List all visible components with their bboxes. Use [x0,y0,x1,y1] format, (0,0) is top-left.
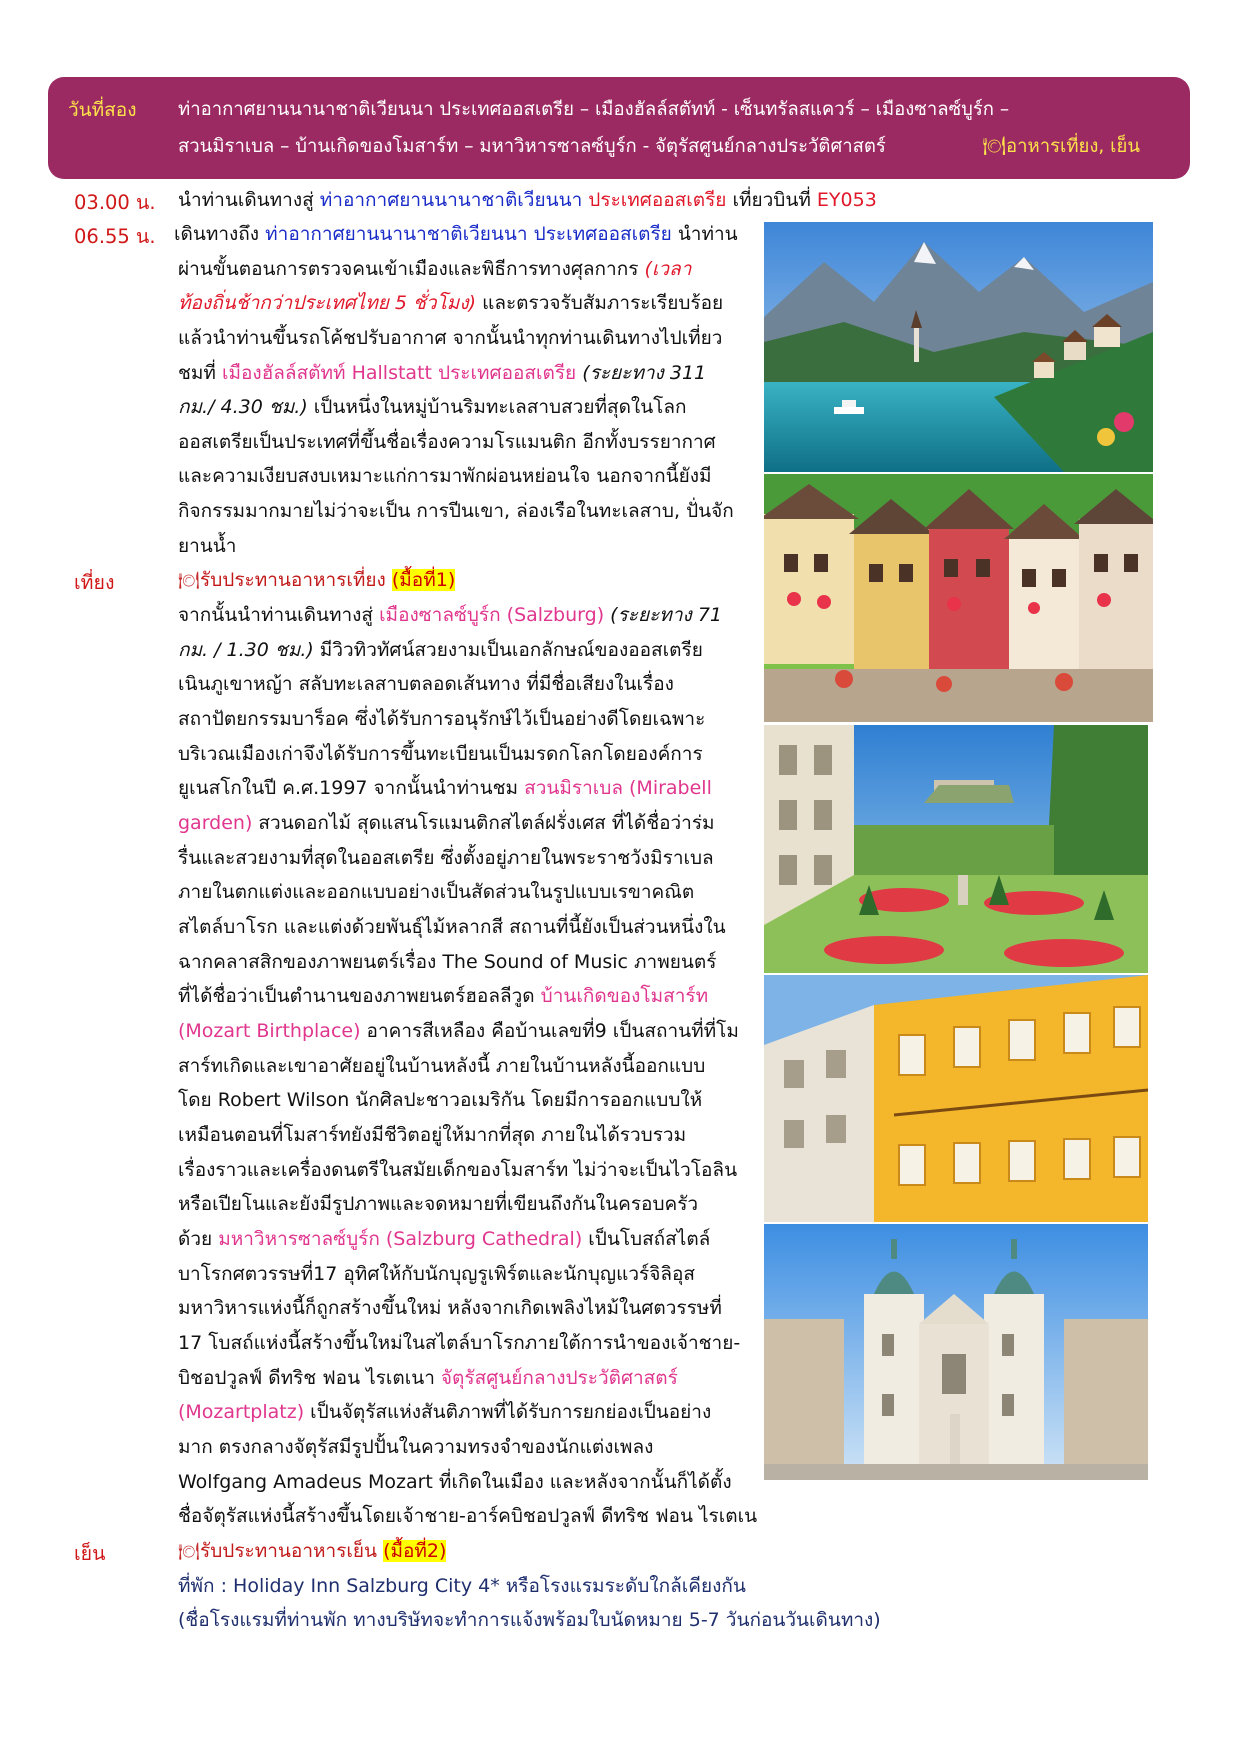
body-line: กม./ 4.30 ชม.) เป็นหนึ่งในหมู่บ้านริมทะเลสาบสวยที่สุดในโลก [178,396,687,418]
body-line: บิชอปวูลฟ์ ดีทริช ฟอน ไรเตเนา จัตุรัสศูนย์กลางประวัติศาสตร์ [178,1367,678,1389]
airport-name: ท่าอากาศยานนานาชาติเวียนนา [265,223,528,245]
body-line: 17 โบสถ์แห่งนี้สร้างขึ้นใหม่ในสไตล์บาโรกภายใต้การนำของเจ้าชาย- [178,1332,741,1354]
route-line-2: สวนมิราเบล – บ้านเกิดของโมสาร์ท – มหาวิหารซาลซ์บูร์ก - จัตุรัสศูนย์กลางประวัติศาสตร์ [178,136,886,157]
day-label: วันที่สอง [68,99,137,121]
body-line: ออสเตรียเป็นประเทศที่ขึ้นชื่อเรื่องความโรแมนติก อีกทั้งบรรยากาศ [178,431,716,453]
place-salzburg-cathedral: มหาวิหารซาลซ์บูร์ก (Salzburg Cathedral) [218,1228,583,1250]
photo-hallstatt-houses [764,474,1153,722]
photo-hallstatt-lake [764,222,1153,472]
body-line: จากนั้นนำท่านเดินทางสู่ เมืองซาลซ์บูร์ก (Salzburg) (ระยะทาง 71 [178,604,722,626]
body-line: มหาวิหารแห่งนี้ก็ถูกสร้างขึ้นใหม่ หลังจากเกิดเพลิงไหม้ในศตวรรษที่ [178,1297,722,1319]
photo-salzburg-cathedral [764,1224,1148,1480]
body-line: garden) สวนดอกไม้ สุดแสนโรแมนติกสไตล์ฝรั่งเศส ที่ได้ชื่อว่าร่ม [178,812,715,834]
body-line: เนินภูเขาหญ้า สลับทะเลสาบตลอดเส้นทาง ที่มีชื่อเสียงในเรื่อง [178,673,674,695]
meals-summary: 🍽อาหารเที่ยง, เย็น [982,136,1140,157]
body-line: สถาปัตยกรรมบาร็อค ซึ่งได้รับการอนุรักษ์ไว้เป็นอย่างดีโดยเฉพาะ [178,708,706,730]
dining-plate-icon: 🍽 [178,1542,200,1562]
day-header-banner [48,77,1190,179]
place-hallstatt: เมืองฮัลล์สตัทท์ Hallstatt ประเทศออสเตรีย [221,362,577,384]
body-line: สาร์ทเกิดและเขาอาศัยอยู่ในบ้านหลังนี้ ภายในบ้านหลังนี้ออกแบบ [178,1055,706,1077]
body-line: เหมือนตอนที่โมสาร์ทยังมีชีวิตอยู่ให้มากที่สุด ภายในได้รวบรวม [178,1124,687,1146]
body-line: (Mozartplatz) เป็นจัตุรัสแห่งสันติภาพที่ได้รับการยกย่องเป็นอย่าง [178,1401,712,1423]
meal-number-badge: (มื้อที่2) [383,1540,447,1562]
photo-mozart-birthplace [764,975,1148,1222]
body-line: โดย Robert Wilson นักศิลปะชาวอเมริกัน โดยมีการออกแบบให้ [178,1089,703,1111]
body-line: ฉากคลาสสิกของภาพยนตร์เรื่อง The Sound of Music ภาพยนตร์ [178,951,717,973]
body-line: ด้วย มหาวิหารซาลซ์บูร์ก (Salzburg Cathedral) เป็นโบสถ์สไตล์ [178,1228,711,1250]
flight-number: EY053 [816,189,877,211]
body-line: แล้วนำท่านขึ้นรถโค้ชปรับอากาศ จากนั้นนำทุกท่านเดินทางไปเที่ยว [178,327,723,349]
dinner-label: เย็น [74,1542,106,1565]
arrival-line: เดินทางถึง ท่าอากาศยานนานาชาติเวียนนา ประเทศออสเตรีย นำท่าน [174,223,738,245]
body-line: บริเวณเมืองเก่าจึงได้รับการขึ้นทะเบียนเป็นมรดกโลกโดยองค์การ [178,743,703,765]
body-line: และความเงียบสงบเหมาะแก่การมาพักผ่อนหย่อนใจ นอกจากนี้ยังมี [178,465,712,487]
photo-mirabell-garden [764,725,1148,973]
dining-plate-icon: 🍽 [178,571,200,591]
body-line: Wolfgang Amadeus Mozart ที่เกิดในเมือง และหลังจากนั้นก็ได้ตั้ง [178,1471,732,1493]
meal-number-badge: (มื้อที่1) [391,569,456,591]
body-line: ยานน้ำ [178,535,237,557]
hotel-line: ที่พัก : Holiday Inn Salzburg City 4* หรือโรงแรมระดับใกล้เคียงกัน [178,1575,746,1597]
body-line: ชื่อจัตุรัสแห่งนี้สร้างขึ้นโดยเจ้าชาย-อาร์คบิชอปวูลฟ์ ดีทริช ฟอน ไรเตเน [178,1505,758,1527]
body-line: เรื่องราวและเครื่องดนตรีในสมัยเด็กของโมสาร์ท ไม่ว่าจะเป็นไวโอลิน [178,1159,738,1181]
body-line: ยูเนสโกในปี ค.ศ.1997 จากนั้นนำท่านชม สวนมิราเบล (Mirabell [178,777,712,799]
departure-line: นำท่านเดินทางสู่ ท่าอากาศยานนานาชาติเวียนนา ประเทศออสเตรีย เที่ยวบินที่ EY053 [178,189,877,211]
place-mozartplatz: จัตุรัสศูนย์กลางประวัติศาสตร์ [440,1367,678,1389]
body-line: ผ่านขั้นตอนการตรวจคนเข้าเมืองและพิธีการทางศุลกากร (เวลา [178,258,692,280]
body-line: ที่ได้ชื่อว่าเป็นตำนานของภาพยนตร์ฮอลลีวูด บ้านเกิดของโมสาร์ท [178,985,709,1007]
dining-plate-icon: 🍽 [982,136,1007,157]
time-label-0300: 03.00 น. [74,191,156,214]
body-line: หรือเปียโนและยังมีรูปภาพและจดหมายที่เขียนถึงกันในครอบครัว [178,1193,699,1215]
lunch-label: เที่ยง [74,571,115,594]
body-line: กิจกรรมมากมายไม่ว่าจะเป็น การปีนเขา, ล่องเรือในทะเลสาบ, ปั่นจัก [178,500,734,522]
body-line: ภายในตกแต่งและออกแบบอย่างเป็นสัดส่วนในรูปแบบเรขาคณิต [178,881,695,903]
lunch-line: 🍽รับประทานอาหารเที่ยง (มื้อที่1) [178,567,455,595]
place-mirabell: สวนมิราเบล (Mirabell [524,777,712,799]
body-line: สไตล์บาโรก และแต่งด้วยพันธุ์ไม้หลากสี สถานที่นี้ยังเป็นส่วนหนึ่งใน [178,916,726,938]
body-line: (Mozart Birthplace) อาคารสีเหลือง คือบ้านเลขที่9 เป็นสถานที่ที่โม [178,1020,739,1042]
body-line: ชมที่ เมืองฮัลล์สตัทท์ Hallstatt ประเทศออสเตรีย (ระยะทาง 311 [178,362,707,384]
place-mozart-birthplace: บ้านเกิดของโมสาร์ท [540,985,709,1007]
body-line: รื่นและสวยงามที่สุดในออสเตรีย ซึ่งตั้งอยู่ภายในพระราชวังมิราเบล [178,847,714,869]
time-label-0655: 06.55 น. [74,225,156,248]
airport-name: ท่าอากาศยานนานาชาติเวียนนา [319,189,583,211]
country-name: ประเทศออสเตรีย [588,189,727,211]
body-line: มาก ตรงกลางจัตุรัสมีรูปปั้นในความทรงจำของนักแต่งเพลง [178,1436,654,1458]
body-line: ท้องถิ่นช้ากว่าประเทศไทย 5 ชั่วโมง) และตรวจรับสัมภาระเรียบร้อย [178,292,724,314]
body-line: บาโรกศตวรรษที่17 อุทิศให้กับนักบุญรูเพิร์ตและนักบุญแวร์จิลิอุส [178,1263,695,1285]
hotel-note: (ชื่อโรงแรมที่ท่านพัก ทางบริษัทจะทำการแจ้งพร้อมใบนัดหมาย 5-7 วันก่อนวันเดินทาง) [178,1609,881,1631]
dinner-line: 🍽รับประทานอาหารเย็น (มื้อที่2) [178,1538,446,1566]
body-line: กม. / 1.30 ชม.) มีวิวทิวทัศน์สวยงามเป็นเอกลักษณ์ของออสเตรีย [178,639,703,661]
country-name: ประเทศออสเตรีย [533,223,672,245]
route-line-1: ท่าอากาศยานนานาชาติเวียนนา ประเทศออสเตรีย – เมืองฮัลล์สตัทท์ - เซ็นทรัลสแควร์ – เมืองซาลซ์บูร์ก – [178,99,1010,120]
place-salzburg: เมืองซาลซ์บูร์ก (Salzburg) [379,604,605,626]
